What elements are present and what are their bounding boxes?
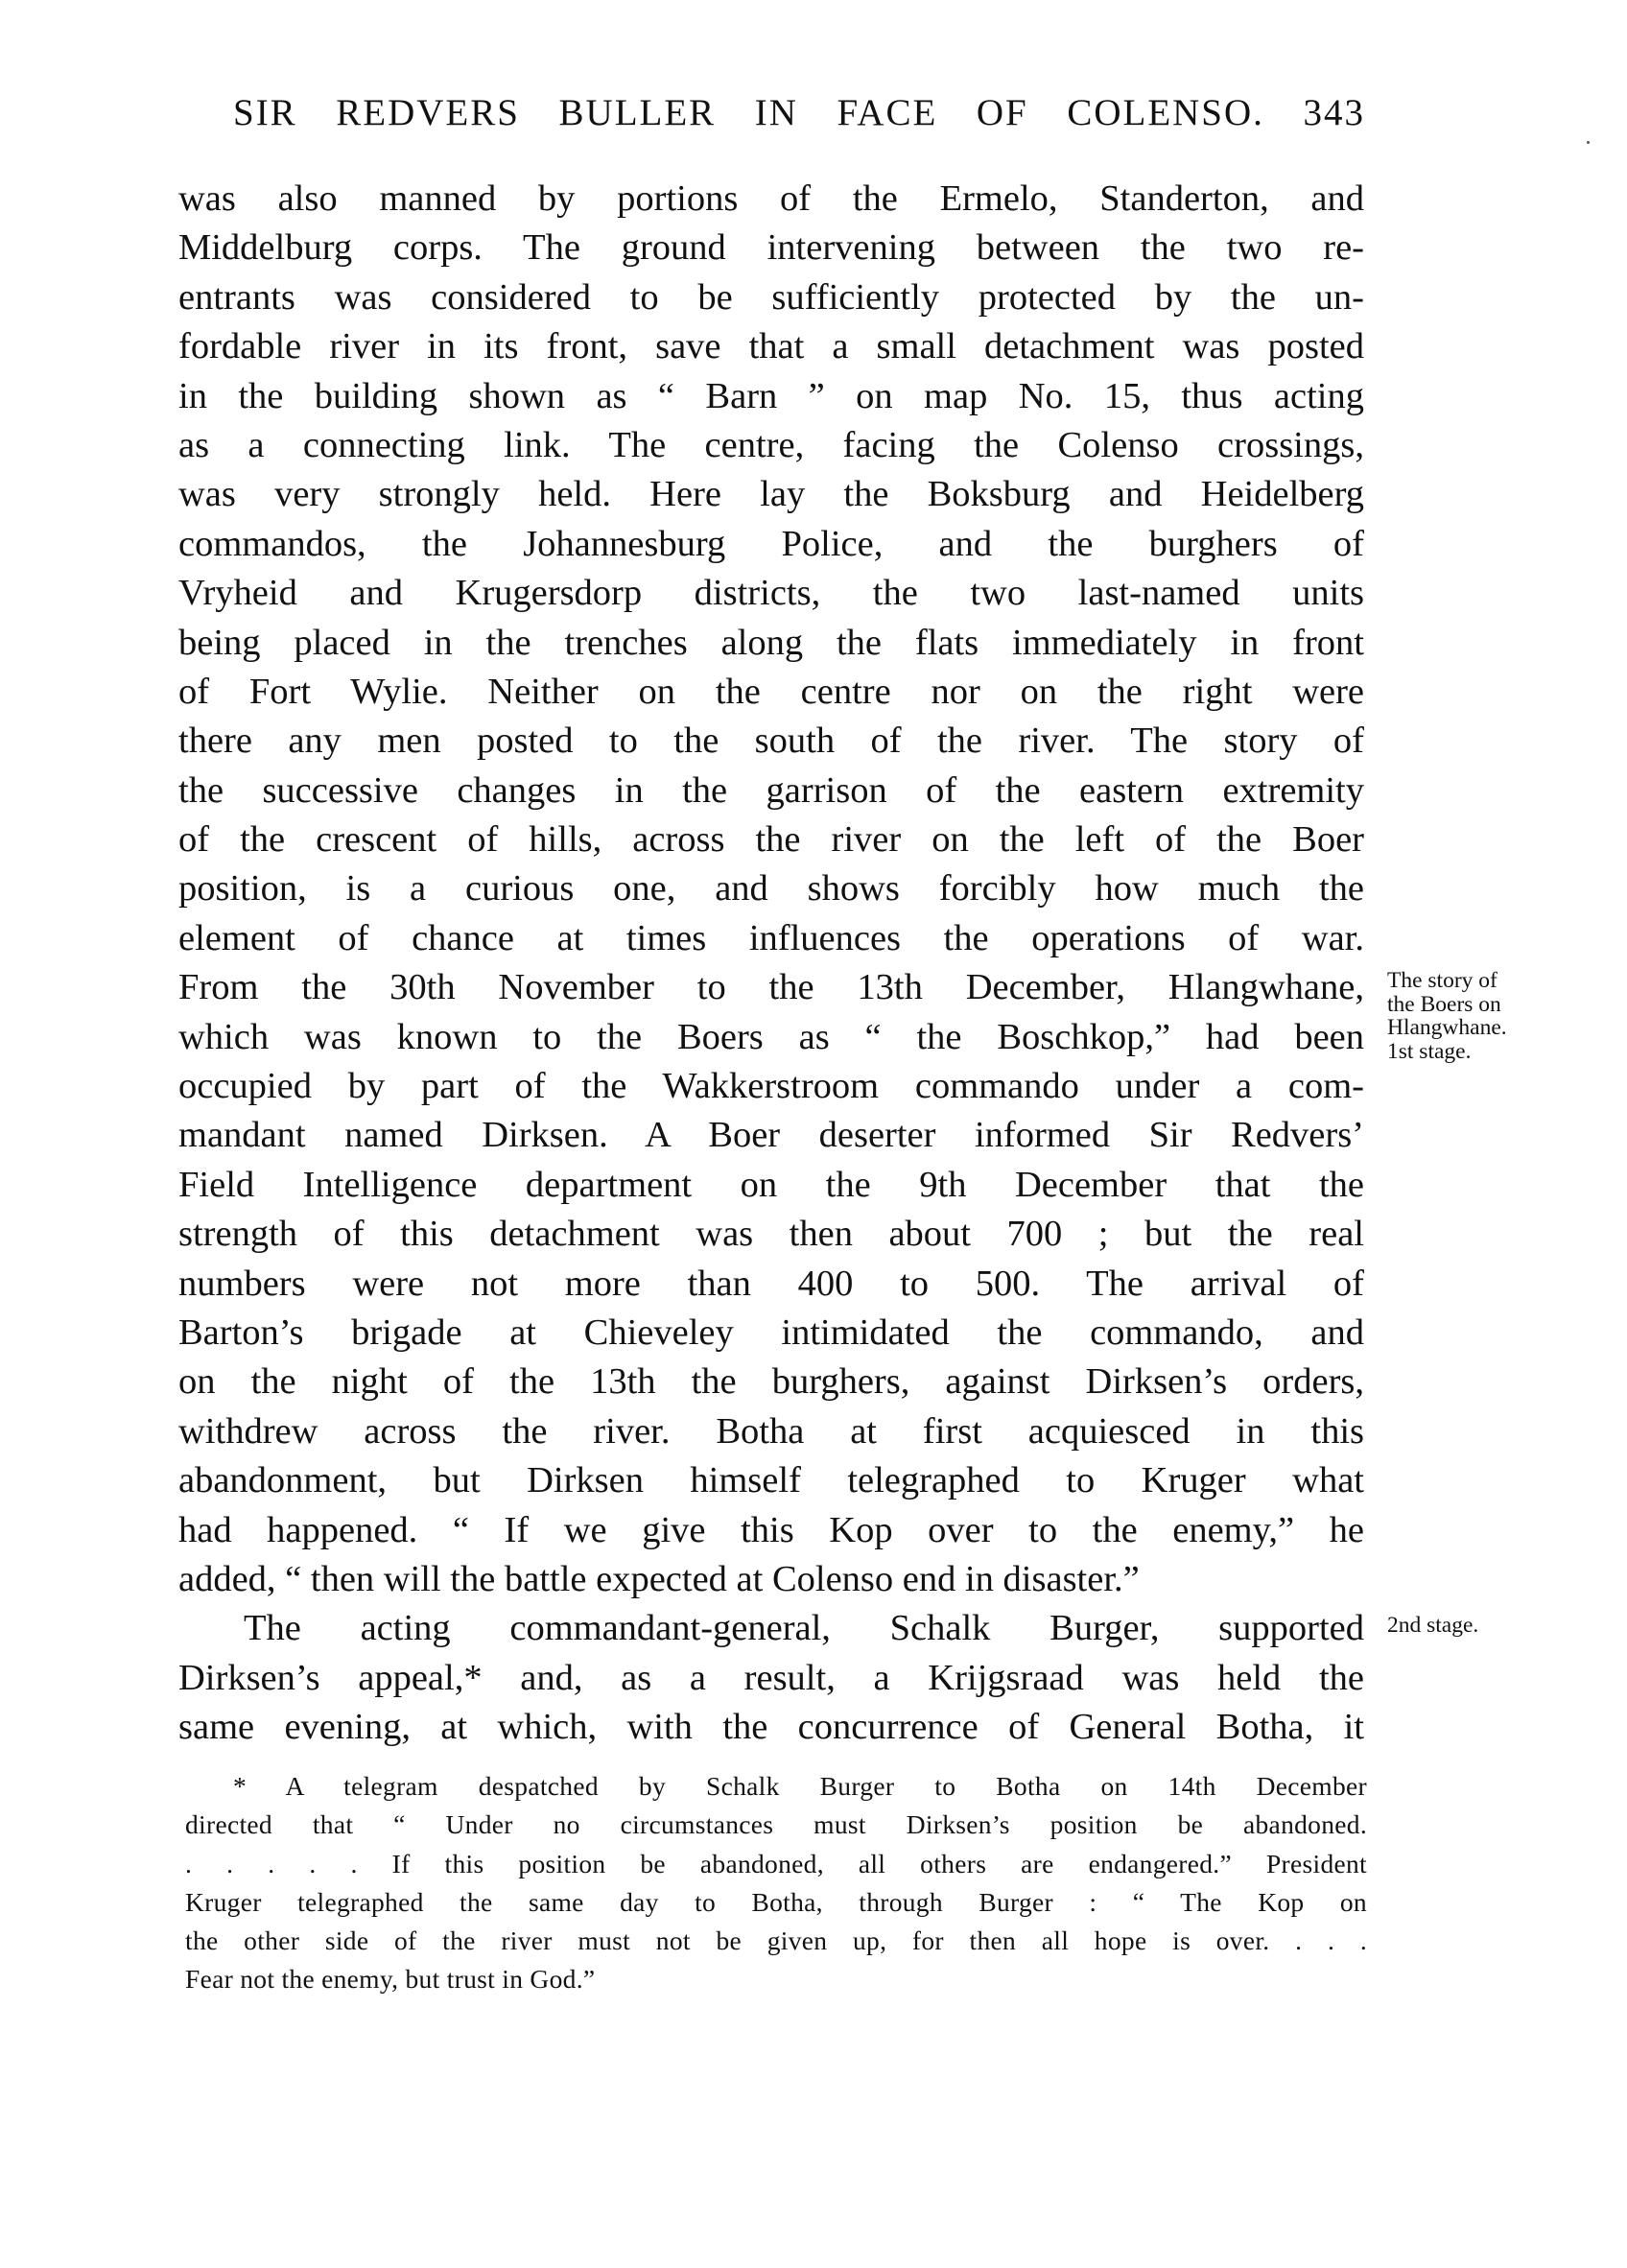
body-line: element of chance at times influences the operations of war. [178,917,1364,958]
margin-note-story [1387,969,1507,1063]
body-line: abandonment, but Dirksen himself telegraphed to Kruger what [178,1460,1364,1501]
body-line: in the building shown as “ Barn ” on map No. 15, thus acting [178,375,1364,416]
body-line: fordable river in its front, save that a small detachment was posted [178,326,1364,367]
running-header [233,92,1365,134]
footnote [185,1767,1367,1999]
body-line: as a connecting link. The centre, facing the Colenso crossings, [178,424,1364,465]
body-line: Dirksen’s appeal,* and, as a result, a Krijgsraad was held the [178,1657,1364,1698]
body-line: had happened. “ If we give this Kop over to the enemy,” he [178,1509,1364,1550]
body-line: Barton’s brigade at Chieveley intimidated the commando, and [178,1311,1364,1353]
body-line: strength of this detachment was then about 700 ; but the real [178,1214,1364,1255]
body-line: Vryheid and Krugersdorp districts, the two last-named units [178,573,1364,614]
body-line: commandos, the Johannesburg Police, and the burghers of [178,523,1364,564]
margin-note-line: The story of [1387,968,1497,993]
body-line: there any men posted to the south of the river. The story of [178,721,1364,762]
body-line: of Fort Wylie. Neither on the centre nor on the right were [178,671,1364,712]
body-line: was also manned by portions of the Ermelo, Standerton, and [178,178,1364,219]
body-text [178,175,1364,1753]
body-line: added, “ then will the battle expected at Colenso end in disaster.” [178,1558,1140,1599]
margin-note-line: the Boers on [1387,991,1501,1017]
body-line: position, is a curious one, and shows forcibly how much the [178,868,1364,910]
body-line: same evening, at which, with the concurrence of General Botha, it [178,1707,1364,1748]
body-line: Middelburg corps. The ground intervening between the two re- [178,227,1364,269]
body-line: being placed in the trenches along the flats immediately in front [178,622,1364,663]
margin-note-line: 1st stage. [1387,1038,1472,1064]
body-line: which was known to the Boers as “ the Boschkop,” had been [178,1016,1364,1057]
footnote-line: . . . . . If this position be abandoned, all others are endangered.” President [185,1848,1367,1878]
scan-speck [1587,141,1590,144]
body-line: numbers were not more than 400 to 500. The arrival of [178,1263,1364,1304]
body-line: mandant named Dirksen. A Boer deserter informed Sir Redvers’ [178,1115,1364,1156]
body-line: occupied by part of the Wakkerstroom commando under a com- [178,1066,1364,1107]
body-line: was very strongly held. Here lay the Boksburg and Heidelberg [178,474,1364,515]
body-line: From the 30th November to the 13th December, Hlangwhane, [178,967,1364,1008]
body-line: the successive changes in the garrison of the eastern extremity [178,769,1364,811]
body-line: Field Intelligence department on the 9th December that the [178,1164,1364,1205]
footnote-line: the other side of the river must not be given up, for then all hope is over. . . . [185,1925,1367,1956]
margin-note-line: Hlangwhane. [1387,1015,1507,1040]
body-line: on the night of the 13th the burghers, against Dirksen’s orders, [178,1361,1364,1403]
footnote-line: Fear not the enemy, but trust in God.” [185,1964,596,1995]
page-number: 343 [1303,92,1366,133]
margin-note-2nd-stage: 2nd stage. [1387,1613,1479,1638]
footnote-line: * A telegram despatched by Schalk Burger to Botha on 14th December [233,1771,1367,1801]
body-line: of the crescent of hills, across the river on the left of the Boer [178,819,1364,861]
footnote-line: directed that “ Under no circumstances must Dirksen’s position be abandoned. [185,1809,1367,1840]
running-title: SIR REDVERS BULLER IN FACE OF COLENSO. [233,92,1264,133]
footnote-line: Kruger telegraphed the same day to Botha, through Burger : “ The Kop on [185,1886,1367,1917]
body-line: withdrew across the river. Botha at first acquiesced in this [178,1410,1364,1452]
body-line: The acting commandant-general, Schalk Burger, supported [244,1608,1364,1649]
body-line: entrants was considered to be sufficiently protected by the un- [178,276,1364,318]
